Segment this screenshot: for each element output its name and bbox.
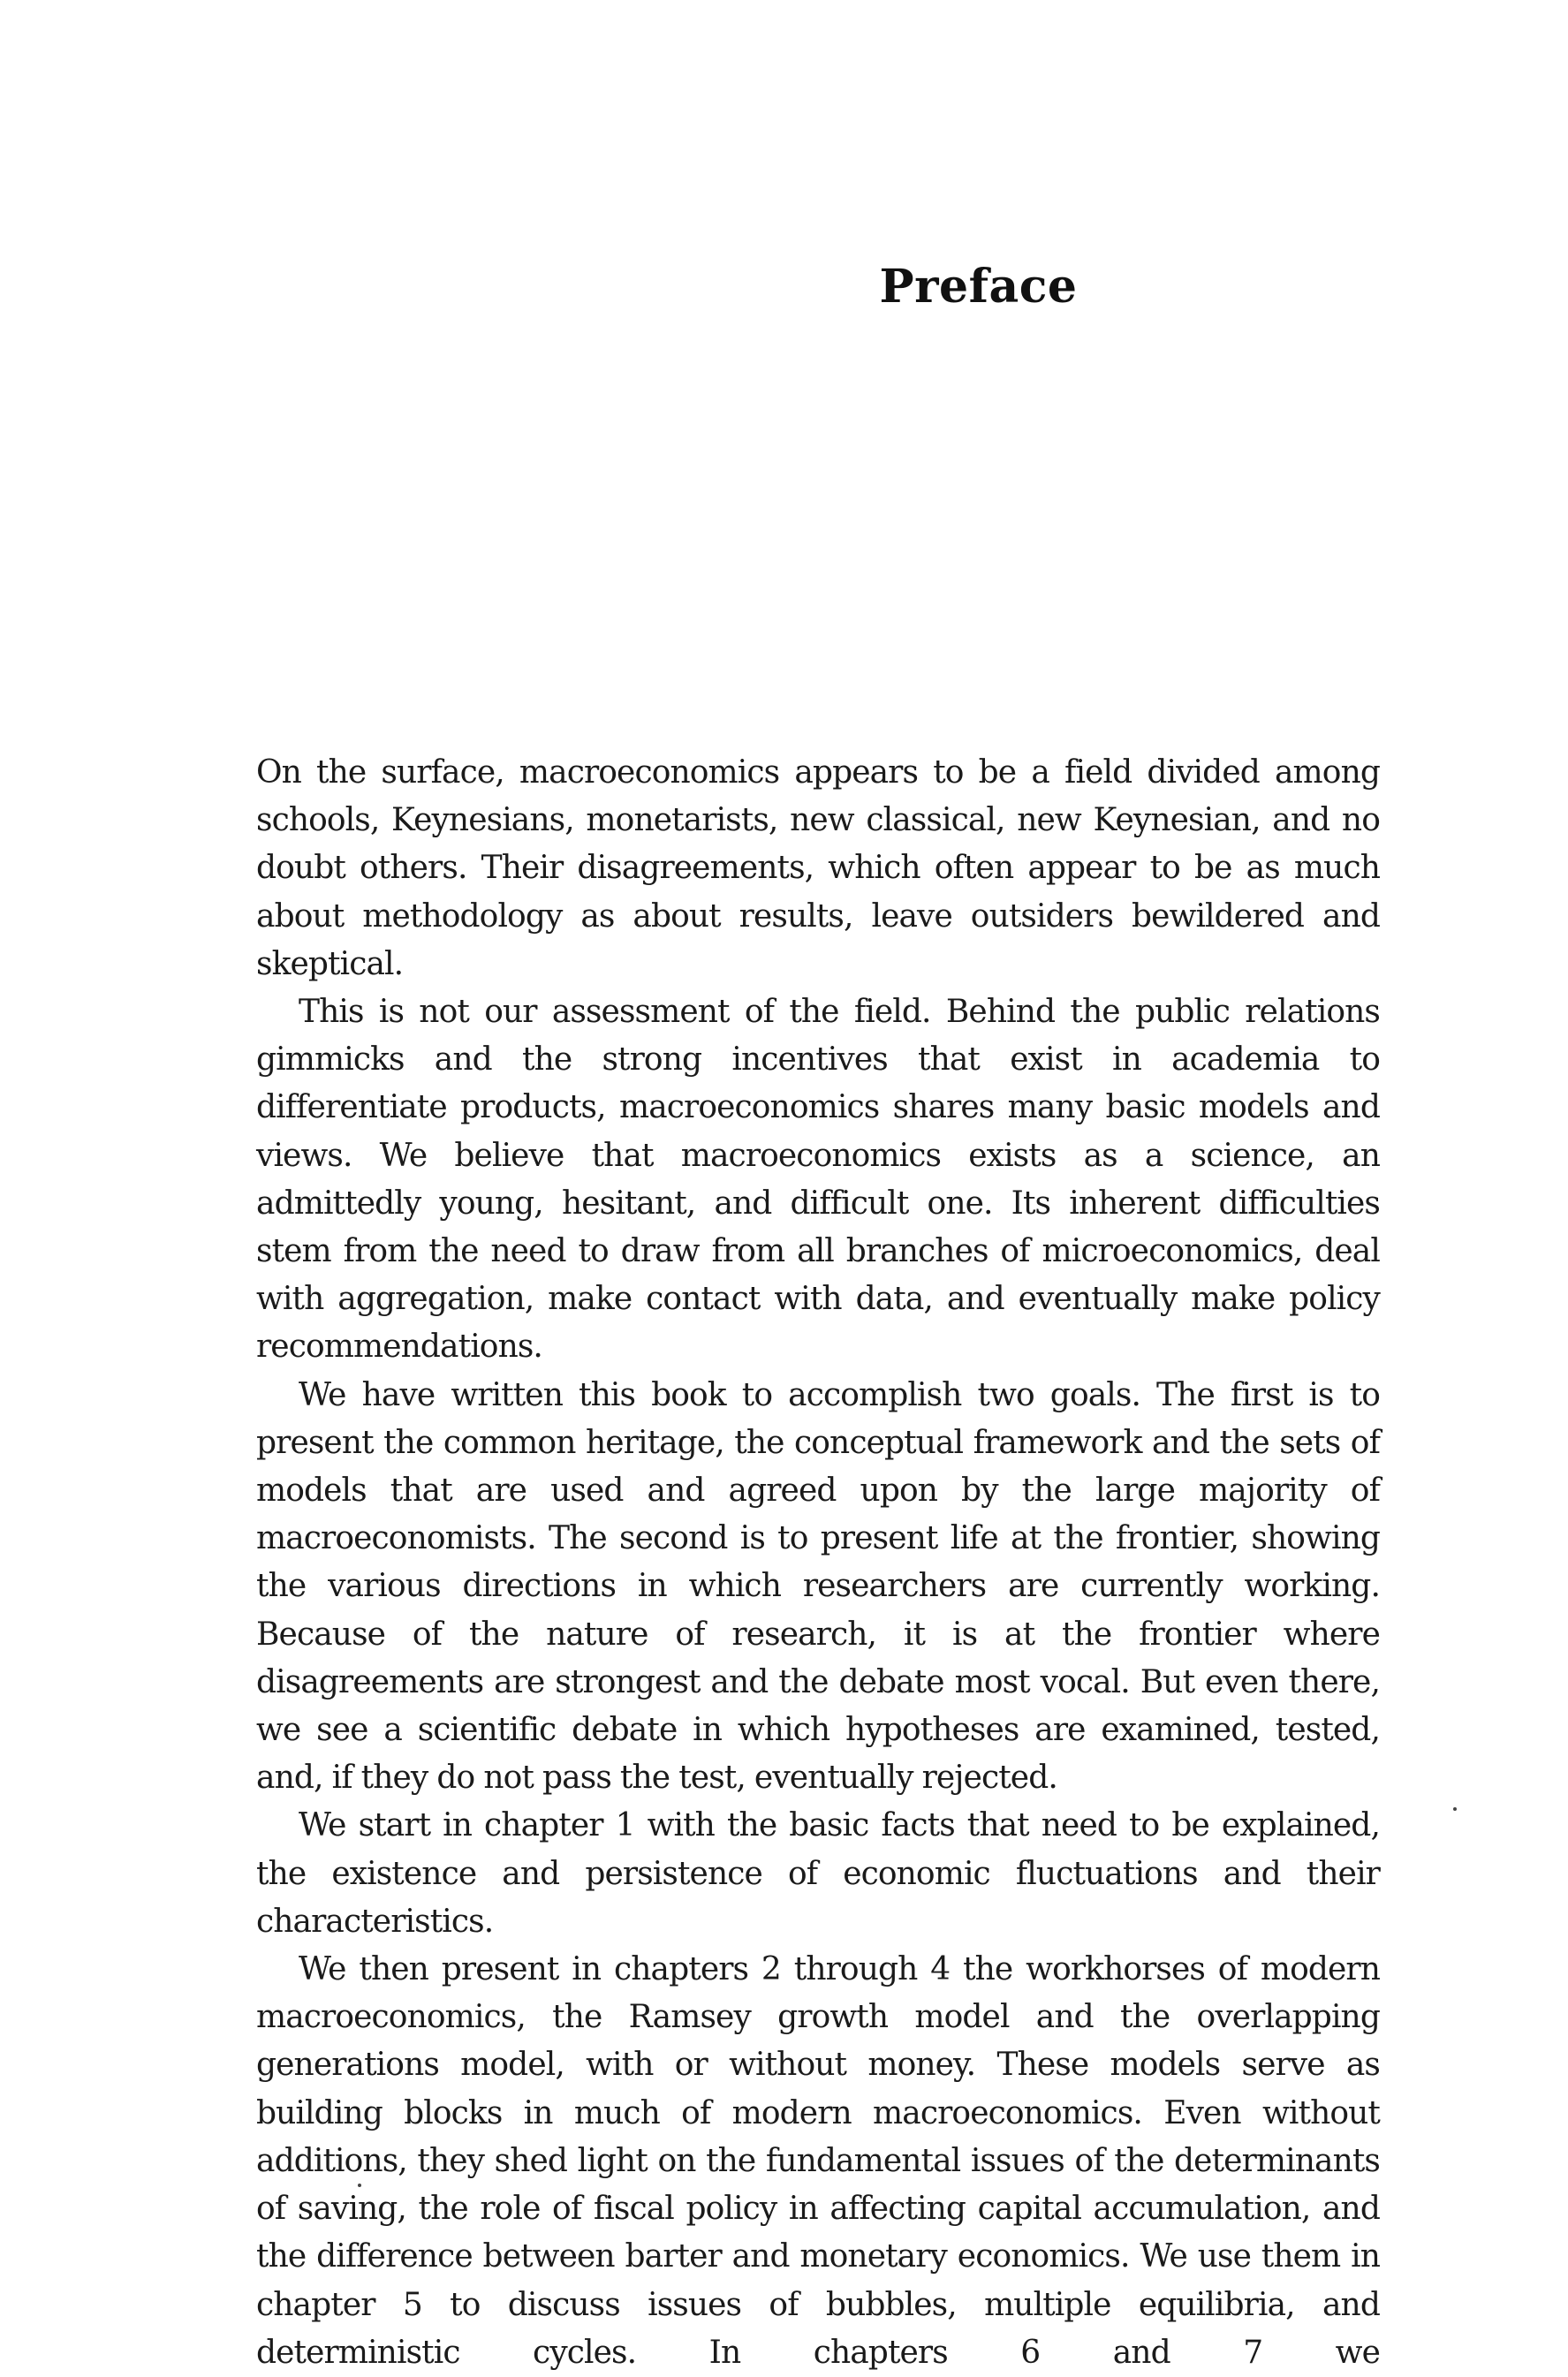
paragraph-2: This is not our assessment of the field. Behind the public relations gimmicks and the strong incentives that exist in academia to differentiate products, macroeconomics shares many basic models and views. We believe that macroeconomics exists as a science, an admittedly young, hesitant, and difficult one. Its inherent difficulties stem from the need to draw from all branches of microeconomics, deal with aggregation, make contact with data, and eventually make policy recommendations. [256, 994, 1380, 1366]
preface-body [256, 749, 1380, 2377]
scan-speck [1453, 1807, 1457, 1811]
paragraph-3: We have written this book to accomplish two goals. The first is to present the common heritage, the conceptual framework and the sets of models that are used and agreed upon by the large majority of macroeconomists. The second is to present life at the frontier, showing the various directions in which researchers are currently working. Because of the nature of research, it is at the frontier where disagreements are strongest and the debate most vocal. But even there, we see a scientific debate in which hypotheses are examined, tested, and, if they do not pass the test, eventually rejected. [256, 1376, 1380, 1797]
scan-speck [358, 2184, 361, 2187]
paragraph-4: We start in chapter 1 with the basic facts that need to be explained, the existence and persistence of economic fluctuations and their characteristics. [256, 1807, 1380, 1940]
page-title: Preface [879, 259, 1078, 314]
paragraph-5: We then present in chapters 2 through 4 the workhorses of modern macroeconomics, the Ramsey growth model and the overlapping generations model, with or without money. These models serve as building blocks in much of modern macroeconomics. Even without additions, they shed light on the fundamental issues of the determinants of saving, the role of fiscal policy in affecting capital accumulation, and the difference between barter and monetary economics. We use them in chapter 5 to discuss issues of bubbles, multiple equilibria, and deterministic cycles. In chapters 6 and 7 we [256, 1951, 1380, 2371]
paragraph-1: On the surface, macroeconomics appears to be a field divided among schools, Keynesians, monetarists, new classical, new Keynesian, and no doubt others. Their disagreements, which often appear to be as much about methodology as about results, leave outsiders bewildered and skeptical. [256, 754, 1380, 982]
